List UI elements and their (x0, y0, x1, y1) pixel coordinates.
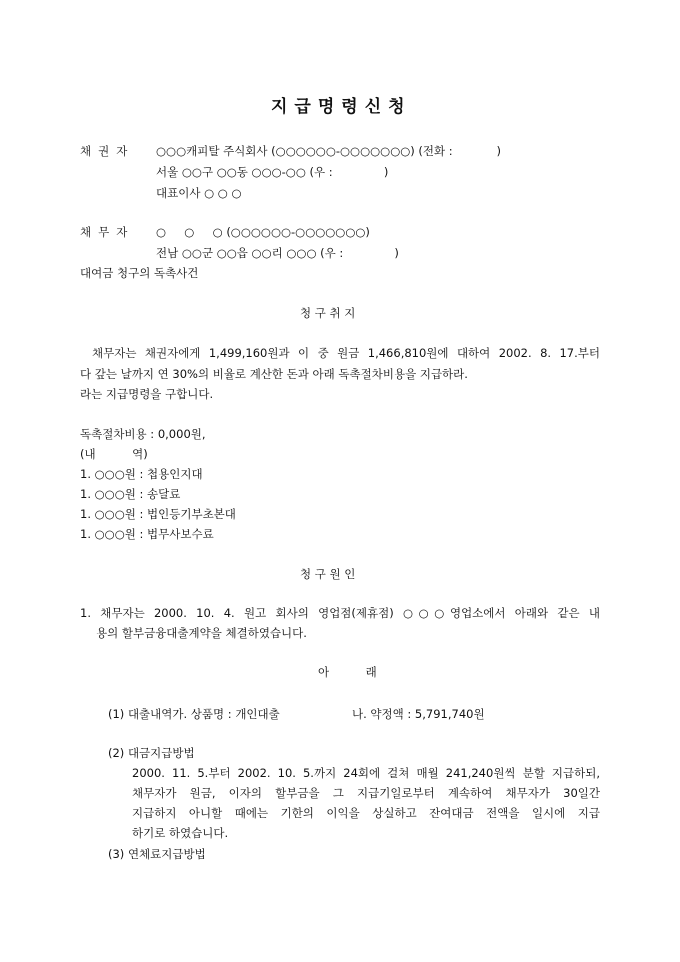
claim-purpose-paragraph-line3: 라는 지급명령을 구합니다. (80, 387, 214, 401)
claim-purpose-paragraph-line1: 채무자는 채권자에게 1,499,160원과 이 중 원금 1,466,810원에 대하여 2002. 8. 17.부터 (92, 346, 600, 360)
claim-cause-item1-line1: 1. 채무자는 2000. 10. 4. 원고 회사의 영업점(제휴점) ○○○영업소에서 아래와 같은 내 (80, 606, 600, 620)
debtor-name-line: ○ ○ ○ (○○○○○○-○○○○○○○) (156, 225, 370, 239)
late-fee-heading: (3) 연체료지급방법 (108, 847, 206, 861)
claim-cause-heading: 청 구 원 인 (300, 567, 356, 581)
claim-purpose-paragraph-line2: 다 갚는 날까지 연 30%의 비율로 계산한 돈과 아래 독촉절차비용을 지급하라. (80, 367, 468, 381)
below-heading: 아 래 (318, 665, 377, 679)
claim-cause-item1-line2: 용의 할부금융대출계약을 체결하였습니다. (96, 626, 307, 640)
payment-method-heading: (2) 대금지급방법 (108, 746, 195, 760)
cost-item: 1. ○○○원 : 법무사보수료 (80, 527, 214, 541)
loan-details-amount: 나. 약정액 : 5,791,740원 (352, 707, 485, 721)
creditor-address-line: 서울 ○○구 ○○동 ○○○-○○ (우 : ) (156, 165, 389, 179)
debtor-label: 채무자 (80, 225, 135, 239)
payment-method-line4: 하기로 하였습니다. (132, 826, 229, 840)
cost-item: 1. ○○○원 : 첩용인지대 (80, 467, 203, 481)
payment-method-line1: 2000. 11. 5.부터 2002. 10. 5.까지 24회에 걸쳐 매월 241,240원씩 분할 지급하되, (132, 766, 600, 780)
claim-purpose-heading: 청 구 취 지 (300, 306, 356, 320)
document-title: 지급명령신청 (271, 97, 412, 117)
payment-method-line3: 지급하지 아니할 때에는 기한의 이익을 상실하고 잔여대금 전액을 일시에 지급 (132, 806, 600, 820)
creditor-name-line: ○○○캐피탈 주식회사 (○○○○○○-○○○○○○○) (전화 : ) (156, 144, 501, 158)
procedure-cost-total: 독촉절차비용 : 0,000원, (80, 427, 206, 441)
payment-method-line2: 채무자가 원금, 이자의 할부금을 그 지급기일로부터 계속하여 채무자가 30일간 (132, 786, 600, 800)
cost-item: 1. ○○○원 : 법인등기부초본대 (80, 507, 236, 521)
case-name: 대여금 청구의 독촉사건 (80, 266, 199, 280)
cost-item: 1. ○○○원 : 송달료 (80, 487, 181, 501)
creditor-representative-line: 대표이사 ○ ○ ○ (156, 186, 242, 200)
loan-details-product: (1) 대출내역가. 상품명 : 개인대출 (108, 707, 280, 721)
cost-breakdown-label: (내 역) (80, 447, 148, 461)
creditor-label: 채권자 (80, 144, 135, 158)
debtor-address-line: 전남 ○○군 ○○읍 ○○리 ○○○ (우 : ) (156, 246, 399, 260)
